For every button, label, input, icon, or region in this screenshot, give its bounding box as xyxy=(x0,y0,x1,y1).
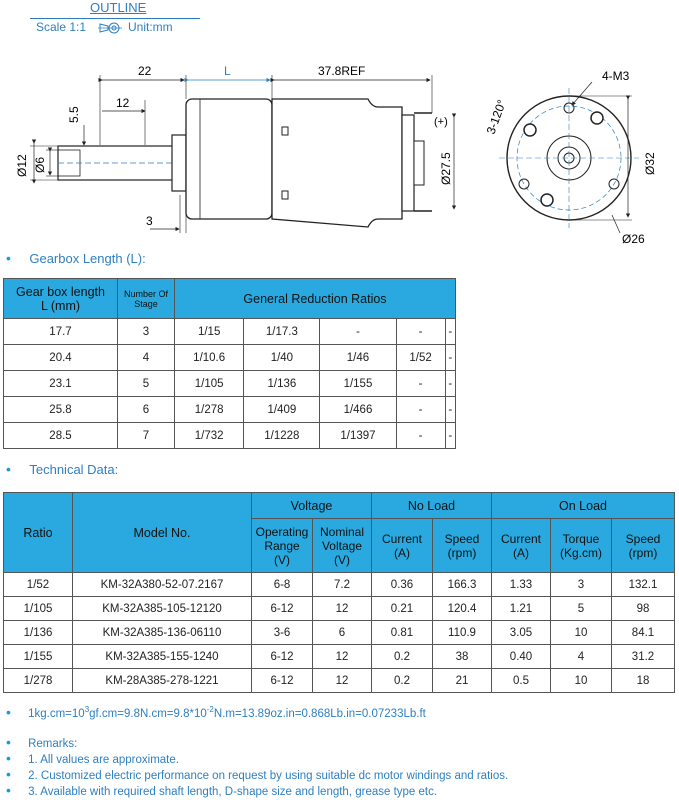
remark-item: • 3. Available with required shaft length, D-shape size and length, grease type etc. xyxy=(6,782,438,798)
scale-label: Scale 1:1 xyxy=(36,20,87,34)
cell-speed-noload: 166.3 xyxy=(433,573,492,597)
cell-length: 20.4 xyxy=(4,345,118,371)
cell-nominal: 12 xyxy=(313,597,372,621)
cell-ratio: 1/52 xyxy=(4,573,73,597)
cell-nominal: 12 xyxy=(313,645,372,669)
cell-ratio: - xyxy=(396,371,445,397)
cell-ratio: 1/278 xyxy=(4,669,73,693)
endcap xyxy=(402,115,414,211)
cell-length: 25.8 xyxy=(4,397,118,423)
cell-length: 23.1 xyxy=(4,371,118,397)
plus-terminal: (+) xyxy=(434,116,448,128)
bullet-icon: • xyxy=(6,750,11,766)
cell-torque: 5 xyxy=(551,597,612,621)
screw xyxy=(591,112,603,124)
cell-speed-noload: 110.9 xyxy=(433,621,492,645)
cell-ratio: - xyxy=(445,371,455,397)
table-row xyxy=(4,597,675,621)
unit-label: Unit:mm xyxy=(128,20,173,34)
cell-current-noload: 0.21 xyxy=(372,597,433,621)
projection-icon xyxy=(98,20,124,36)
cell-stage: 3 xyxy=(118,319,175,345)
gearbox-table xyxy=(3,278,456,449)
remark-item: • 2. Customized electric performance on request by using suitable dc motor windings and ratios. xyxy=(6,766,509,782)
cell-current-onload: 3.05 xyxy=(492,621,551,645)
cell-op-range: 6-12 xyxy=(252,669,313,693)
cell-ratio: 1/105 xyxy=(175,371,244,397)
cell-ratio: 1/136 xyxy=(4,621,73,645)
col-current-noload: Current (A) xyxy=(372,519,433,573)
dim-3: 3 xyxy=(146,214,153,228)
dim-4m3: 4-M3 xyxy=(602,69,630,83)
bullet-icon: • xyxy=(6,782,11,798)
cell-ratio: 1/278 xyxy=(175,397,244,423)
cell-ratio: 1/466 xyxy=(320,397,396,423)
cell-speed-onload: 132.1 xyxy=(612,573,675,597)
cell-ratio: - xyxy=(445,345,455,371)
motor xyxy=(272,99,402,227)
motor-front-view xyxy=(472,55,679,250)
cell-nominal: 12 xyxy=(313,669,372,693)
cell-speed-noload: 38 xyxy=(433,645,492,669)
cell-model: KM-32A385-105-12120 xyxy=(73,597,252,621)
col-current-onload: Current (A) xyxy=(492,519,551,573)
cell-ratio: - xyxy=(396,397,445,423)
col-voltage: Voltage xyxy=(252,493,372,519)
table-row xyxy=(4,621,675,645)
cell-current-onload: 0.40 xyxy=(492,645,551,669)
table-row xyxy=(4,319,456,345)
table-row xyxy=(4,669,675,693)
cell-op-range: 6-12 xyxy=(252,645,313,669)
col-torque: Torque (Kg.cm) xyxy=(551,519,612,573)
cell-stage: 7 xyxy=(118,423,175,449)
cell-speed-onload: 84.1 xyxy=(612,621,675,645)
screw xyxy=(541,194,553,206)
cell-nominal: 7.2 xyxy=(313,573,372,597)
cell-speed-onload: 31.2 xyxy=(612,645,675,669)
bullet-icon: • xyxy=(6,766,11,782)
dim-5-5: 5.5 xyxy=(67,106,81,123)
cell-ratio: 1/15 xyxy=(175,319,244,345)
cell-model: KM-32A380-52-07.2167 xyxy=(73,573,252,597)
bullet-icon: • xyxy=(6,461,11,477)
col-noload: No Load xyxy=(372,493,492,519)
cell-stage: 6 xyxy=(118,397,175,423)
cell-speed-onload: 98 xyxy=(612,597,675,621)
dim-d32: Ø32 xyxy=(643,152,657,175)
cell-length: 28.5 xyxy=(4,423,118,449)
cell-ratio: 1/732 xyxy=(175,423,244,449)
cell-ratio: 1/10.6 xyxy=(175,345,244,371)
table-row xyxy=(4,573,675,597)
cell-speed-noload: 120.4 xyxy=(433,597,492,621)
table-row xyxy=(4,645,675,669)
cell-speed-noload: 21 xyxy=(433,669,492,693)
dim-L: L xyxy=(224,64,231,78)
cell-ratio: - xyxy=(396,423,445,449)
dim-12: 12 xyxy=(116,96,130,110)
cell-op-range: 6-8 xyxy=(252,573,313,597)
cell-ratio: 1/1228 xyxy=(244,423,320,449)
cell-torque: 3 xyxy=(551,573,612,597)
col-ratio: Ratio xyxy=(4,493,73,573)
brush-housing xyxy=(414,141,424,185)
cell-ratio: 1/40 xyxy=(244,345,320,371)
cell-current-noload: 0.81 xyxy=(372,621,433,645)
bullet-icon: • xyxy=(6,250,11,266)
col-stage: Number Of Stage xyxy=(118,279,175,319)
cell-ratio: 1/105 xyxy=(4,597,73,621)
col-ratios: General Reduction Ratios xyxy=(175,279,456,319)
dim-d27-5: Ø27.5 xyxy=(439,152,453,185)
table-row xyxy=(4,371,456,397)
cell-current-noload: 0.2 xyxy=(372,645,433,669)
cell-current-onload: 1.33 xyxy=(492,573,551,597)
col-speed-onload: Speed (rpm) xyxy=(612,519,675,573)
dim-d6: Ø6 xyxy=(33,156,47,173)
cell-model: KM-32A385-155-1240 xyxy=(73,645,252,669)
dim-d12: Ø12 xyxy=(15,154,29,177)
dim-22: 22 xyxy=(138,64,152,78)
table-row xyxy=(4,423,456,449)
cell-op-range: 3-6 xyxy=(252,621,313,645)
dim-d26: Ø26 xyxy=(622,232,645,246)
cell-speed-onload: 18 xyxy=(612,669,675,693)
cell-current-noload: 0.36 xyxy=(372,573,433,597)
cell-ratio: 1/52 xyxy=(396,345,445,371)
bullet-icon: • xyxy=(6,704,11,720)
conversion-note: • $1kg.cm=10^3gf.cm=9.8N.cm=9.8*10^{-2}N.m=13.89oz.in=0.868Lb.in=0.07233Lb.ft$ xyxy=(6,704,426,720)
cell-ratio: - xyxy=(445,397,455,423)
col-speed-noload: Speed (rpm) xyxy=(433,519,492,573)
cell-ratio: 1/136 xyxy=(244,371,320,397)
table-row xyxy=(4,345,456,371)
col-op-range: Operating Range (V) xyxy=(252,519,313,573)
outline-title: OUTLINE xyxy=(90,0,147,15)
cell-ratio: 1/409 xyxy=(244,397,320,423)
screw xyxy=(524,124,536,136)
bearing-collar xyxy=(172,135,186,191)
remarks-title: • Remarks: xyxy=(6,734,78,750)
col-length: Gear box length L (mm) xyxy=(4,279,118,319)
cell-ratio: - xyxy=(396,319,445,345)
dim-ref: 37.8REF xyxy=(318,64,366,78)
cell-ratio: - xyxy=(445,319,455,345)
cell-nominal: 6 xyxy=(313,621,372,645)
cell-stage: 4 xyxy=(118,345,175,371)
cell-torque: 10 xyxy=(551,669,612,693)
cell-stage: 5 xyxy=(118,371,175,397)
table-row xyxy=(4,397,456,423)
motor-side-view xyxy=(0,55,470,245)
cell-ratio: - xyxy=(445,423,455,449)
technical-heading: • Technical Data: xyxy=(6,461,119,477)
cell-op-range: 6-12 xyxy=(252,597,313,621)
gearbox xyxy=(186,99,272,219)
cell-current-onload: 0.5 xyxy=(492,669,551,693)
cell-ratio: 1/155 xyxy=(4,645,73,669)
cell-ratio: 1/46 xyxy=(320,345,396,371)
col-model: Model No. xyxy=(73,493,252,573)
cell-model: KM-32A385-136-06110 xyxy=(73,621,252,645)
cell-torque: 10 xyxy=(551,621,612,645)
outline-rule xyxy=(30,18,200,19)
dim-3-120: 3-120° xyxy=(483,97,509,137)
cell-ratio: 1/155 xyxy=(320,371,396,397)
cell-current-noload: 0.2 xyxy=(372,669,433,693)
technical-table xyxy=(3,492,675,693)
cell-ratio: 1/17.3 xyxy=(244,319,320,345)
col-nominal: Nominal Voltage (V) xyxy=(313,519,372,573)
cell-model: KM-28A385-278-1221 xyxy=(73,669,252,693)
col-onload: On Load xyxy=(492,493,675,519)
remark-item: • 1. All values are approximate. xyxy=(6,750,179,766)
cell-ratio: - xyxy=(320,319,396,345)
gearbox-heading: • Gearbox Length (L): xyxy=(6,250,146,266)
cell-length: 17.7 xyxy=(4,319,118,345)
cell-current-onload: 1.21 xyxy=(492,597,551,621)
cell-ratio: 1/1397 xyxy=(320,423,396,449)
bullet-icon: • xyxy=(6,734,11,750)
cell-torque: 4 xyxy=(551,645,612,669)
